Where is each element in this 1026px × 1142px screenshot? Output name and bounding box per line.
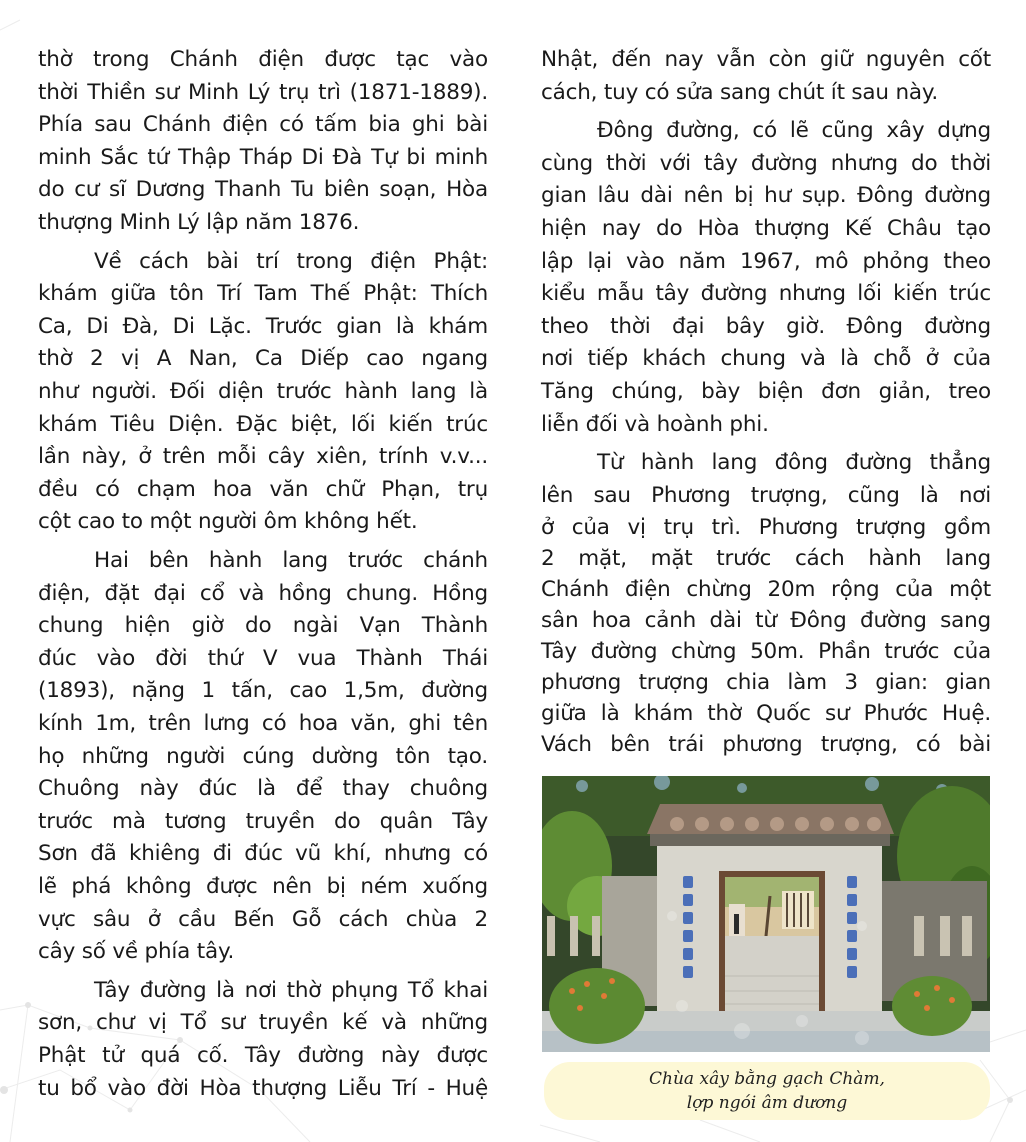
caption-line-1: Chùa xây bằng gạch Chàm, <box>649 1069 885 1089</box>
text-line: lần này, ở trên mỗi cây xiên, trính v.v... <box>38 444 488 470</box>
text-line: kính 1m, trên lưng có hoa văn, ghi tên <box>38 711 488 736</box>
text-line: theo thời đại bây giờ. Đông đường <box>541 313 991 339</box>
temple-gate-image <box>542 776 990 1052</box>
text-line: thờ trong Chánh điện được tạc vào <box>38 47 488 72</box>
text-line: cột cao to một người ôm không hết. <box>38 509 418 535</box>
text-line: Tăng chúng, bày biện đơn giản, treo <box>541 379 991 404</box>
text-line: cùng thời với tây đường nhưng do thời <box>541 150 991 176</box>
text-line: đều có chạm hoa văn chữ Phạn, trụ <box>38 476 488 502</box>
text-line: đúc vào đời thứ V vua Thành Thái <box>38 645 488 671</box>
text-line: tu bổ vào đời Hòa thượng Liễu Trí - Huệ <box>38 1075 488 1101</box>
text-line: Tây đường là nơi thờ phụng Tổ khai <box>94 977 488 1003</box>
text-line: Đông đường, có lẽ cũng xây dựng <box>597 118 991 144</box>
caption-line-2: lợp ngói âm dương <box>686 1093 848 1113</box>
text-line: Hai bên hành lang trước chánh <box>94 548 488 573</box>
text-line: trước mà tương truyền do quân Tây <box>38 808 488 834</box>
text-line: ở của vị trụ trì. Phương trượng gồm <box>541 515 991 541</box>
text-line: lẽ phá không được nên bị ném xuống <box>38 874 488 899</box>
text-line: Chuông này đúc là để thay chuông <box>38 776 488 802</box>
text-line: Về cách bài trí trong điện Phật: <box>94 248 488 274</box>
text-line: Ca, Di Đà, Di Lặc. Trước gian là khám <box>38 313 488 339</box>
text-line: thờ 2 vị A Nan, Ca Diếp cao ngang <box>38 346 488 372</box>
text-line: như người. Đối diện trước hành lang là <box>38 379 488 404</box>
text-line: cây số về phía tây. <box>38 939 235 965</box>
text-line: (1893), nặng 1 tấn, cao 1,5m, đường <box>38 678 488 704</box>
text-line: Từ hành lang đông đường thẳng <box>597 450 991 476</box>
text-line: cách, tuy có sửa sang chút ít sau này. <box>541 79 938 105</box>
text-line: Nhật, đến nay vẫn còn giữ nguyên cốt <box>541 47 991 72</box>
text-line: thượng Minh Lý lập năm 1876. <box>38 210 360 235</box>
text-line: liễn đối và hoành phi. <box>541 411 769 437</box>
text-line: nơi tiếp khách chung và là chỗ ở của <box>541 346 991 372</box>
text-line: sân hoa cảnh dài từ Đông đường sang <box>541 608 991 634</box>
photo-caption <box>544 1062 990 1120</box>
text-line: họ những người cúng dường tôn tạo. <box>38 743 488 769</box>
text-line: khám giữa tôn Trí Tam Thế Phật: Thích <box>38 281 488 307</box>
text-line: giữa là khám thờ Quốc sư Phước Huệ. <box>541 701 991 727</box>
text-line: chung hiện giờ do ngài Vạn Thành <box>38 613 488 639</box>
text-line: thời Thiền sư Minh Lý trụ trì (1871-1889). <box>38 79 488 105</box>
text-line: minh Sắc tứ Thập Tháp Di Đà Tự bi minh <box>38 144 488 170</box>
temple-gate-photo <box>542 776 990 1052</box>
text-line: Phía sau Chánh điện có tấm bia ghi bài <box>38 112 488 138</box>
text-line: gian lâu dài nên bị hư sụp. Đông đường <box>541 183 991 209</box>
text-line: Phật tử quá cố. Tây đường này được <box>38 1043 488 1068</box>
text-line: vực sâu ở cầu Bến Gỗ cách chùa 2 <box>38 906 488 932</box>
text-line: khám Tiêu Diện. Đặc biệt, lối kiến trúc <box>38 411 488 437</box>
text-line: lập lại vào năm 1967, mô phỏng theo <box>541 248 991 274</box>
text-line: Tây đường chừng 50m. Phần trước của <box>541 639 991 665</box>
text-line: 2 mặt, mặt trước cách hành lang <box>541 546 991 572</box>
text-line: Vách bên trái phương trượng, có bài <box>541 732 991 758</box>
text-line: Chánh điện chừng 20m rộng của một <box>541 577 991 603</box>
text-line: điện, đặt đại cổ và hồng chung. Hồng <box>38 580 488 606</box>
text-line: Sơn đã khiêng đi đúc vũ khí, nhưng có <box>38 841 488 867</box>
text-line: phương trượng chia làm 3 gian: gian <box>541 670 991 696</box>
text-line: sơn, chư vị Tổ sư truyền kế và những <box>38 1010 488 1036</box>
text-line: lên sau Phương trượng, cũng là nơi <box>541 482 991 508</box>
text-line: kiểu mẫu tây đường nhưng lối kiến trúc <box>541 281 991 307</box>
text-line: do cư sĩ Dương Thanh Tu biên soạn, Hòa <box>38 177 488 203</box>
text-line: hiện nay do Hòa thượng Kế Châu tạo <box>541 216 991 241</box>
